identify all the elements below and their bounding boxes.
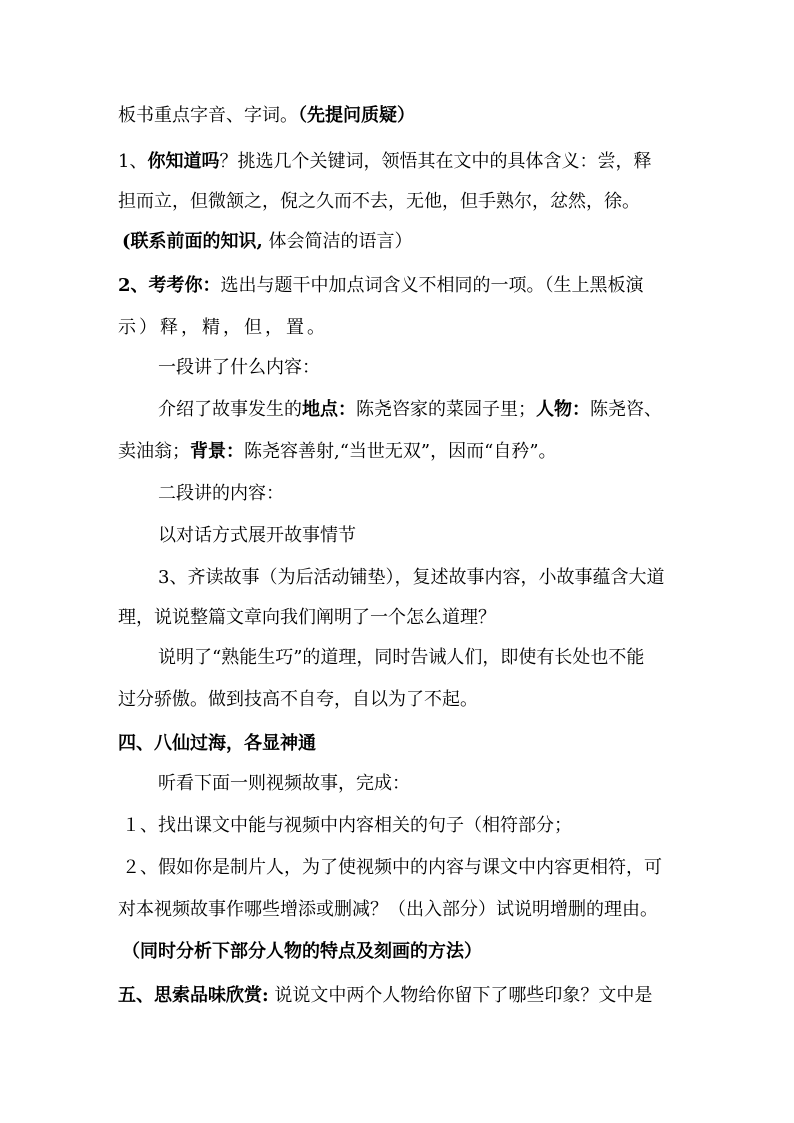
paragraph-line-14: 说明了“熟能生巧”的道理，同时告诫人们，即使有长处也不能 xyxy=(158,647,645,668)
paragraph-line-13: 理，说说整篇文章向我们阐明了一个怎么道理？ xyxy=(118,607,496,628)
paragraph-line-11: 以对话方式展开故事情节 xyxy=(158,525,356,546)
paragraph-line-12: 3、齐读故事（为后活动铺垫），复述故事内容，小故事蕴含大道 xyxy=(158,567,665,588)
paragraph-line-19: ２、假如你是制片人，为了使视频中的内容与课文中内容更相符，可 xyxy=(122,857,662,878)
paragraph-line-5: 2、考考你：选出与题干中加点词含义不相同的一项。（生上黑板演 xyxy=(118,275,644,296)
paragraph-line-21: （同时分析下部分人物的特点及刻画的方法） xyxy=(122,941,482,962)
paragraph-line-3: 担而立，但微颔之，倪之久而不去，无他，但手熟尔，忿然，徐。 xyxy=(118,191,640,212)
section-heading-4: 四、八仙过海，各显神通 xyxy=(118,733,316,754)
paragraph-line-9: 卖油翁；背景：陈尧容善射,“当世无双”，因而“自矜”。 xyxy=(118,441,557,462)
paragraph-line-20: 对本视频故事作哪些增添或删减？（出入部分）试说明增删的理由。 xyxy=(118,899,658,920)
paragraph-line-4: (联系前面的知识, 体会简洁的语言） xyxy=(122,231,413,252)
paragraph-line-2: 1、你知道吗？挑选几个关键词，领悟其在文中的具体含义：尝，释 xyxy=(118,151,652,172)
section-heading-5: 五、思索品味欣赏: 说说文中两个人物给你留下了哪些印象？文中是 xyxy=(118,985,653,1006)
paragraph-line-7: 一段讲了什么内容： xyxy=(158,357,320,378)
paragraph-line-6: 示）释，精，但，置。 xyxy=(118,317,328,338)
paragraph-line-8: 介绍了故事发生的地点：陈尧咨家的菜园子里；人物：陈尧咨、 xyxy=(158,399,662,420)
paragraph-line-1: 板书重点字音、字词。（先提问质疑） xyxy=(118,105,415,126)
paragraph-line-15: 过分骄傲。做到技高不自夸，自以为了不起。 xyxy=(118,689,478,710)
paragraph-line-18: １、找出课文中能与视频中内容相关的句子（相符部分； xyxy=(122,815,572,836)
paragraph-line-17: 听看下面一则视频故事，完成： xyxy=(158,773,410,794)
paragraph-line-10: 二段讲的内容： xyxy=(158,483,284,504)
